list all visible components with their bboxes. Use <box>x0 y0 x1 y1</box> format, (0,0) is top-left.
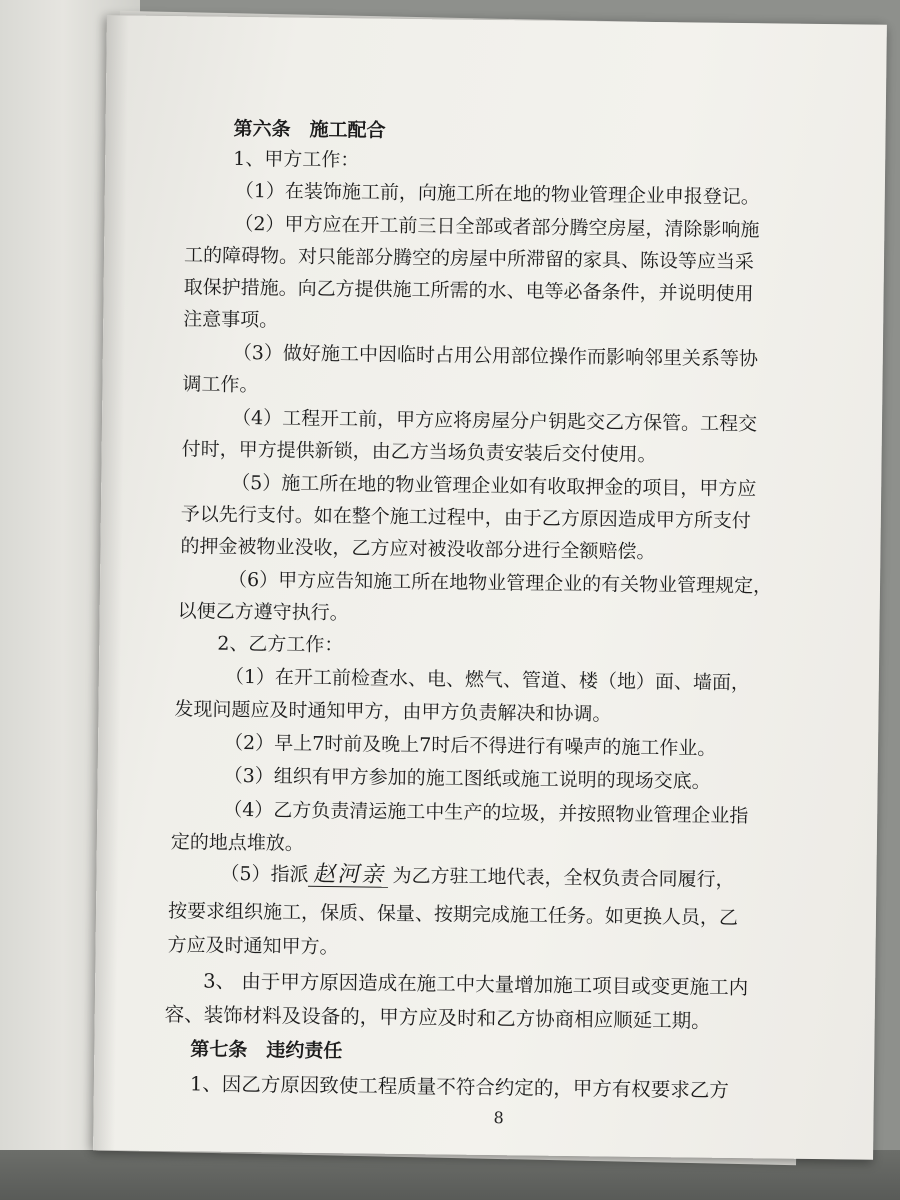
text-line: （3）做好施工中因临时占用公用部位操作而影响邻里关系等协 <box>232 341 759 371</box>
page-number: 8 <box>493 1108 504 1128</box>
text-line: 取保护措施。向乙方提供施工所需的水、电等必备条件，并说明使用 <box>183 276 754 306</box>
article-6-heading: 第六条 施工配合 <box>233 117 386 142</box>
handwritten-signature: 赵河亲 <box>308 864 393 888</box>
text-line: 予以先行支付。如在整个施工过程中，由于乙方原因造成甲方所支付 <box>180 503 751 533</box>
text-line: 的押金被物业没收，乙方应对被没收部分进行全额赔偿。 <box>180 535 656 564</box>
text-line: （4）乙方负责清运施工中生产的垃圾，并按照物业管理企业指 <box>223 798 749 828</box>
text-line: 调工作。 <box>182 373 259 397</box>
text-line: 3、 由于甲方原因造成在施工中大量增加施工项目或变更施工内 <box>203 969 749 1000</box>
text-line: （4）工程开工前，甲方应将房屋分户钥匙交乙方保管。工程交 <box>231 406 758 436</box>
party-b-work-heading: 2、乙方工作： <box>217 632 344 657</box>
text-line: （2）早上7时前及晚上7时后不得进行有噪声的施工作业。 <box>223 731 717 760</box>
text-line: （1）在装饰施工前，向施工所在地的物业管理企业申报登记。 <box>234 179 761 209</box>
delegate-suffix: 为乙方驻工地代表，全权负责合同履行， <box>392 864 735 892</box>
article-7-heading: 第七条 违约责任 <box>190 1038 343 1063</box>
text-line: 发现问题应及时通知甲方，由甲方负责解决和协调。 <box>174 698 612 726</box>
text-line: 工的障碍物。对只能部分腾空的房屋中所滞留的家具、陈设等应当采 <box>183 244 755 274</box>
text-line: （5）施工所在地的物业管理企业如有收取押金的项目，甲方应 <box>231 471 757 501</box>
text-line: 容、装饰材料及设备的，甲方应及时和乙方协商相应顺延工期。 <box>164 1003 711 1033</box>
delegate-prefix: （5）指派 <box>220 862 309 886</box>
text-line: 注意事项。 <box>183 308 279 332</box>
text-line: （2）甲方应在开工前三日全部或者部分腾空房屋，清除影响施 <box>234 212 760 242</box>
text-line: 以便乙方遵守执行。 <box>177 600 349 625</box>
text-line: （6）甲方应告知施工所在地物业管理企业的有关物业管理规定， <box>227 568 773 598</box>
text-line: 付时，甲方提供新锁，由乙方当场负责安装后交付使用。 <box>181 438 657 467</box>
party-a-work-heading: 1、甲方工作： <box>233 147 360 172</box>
text-line: 1、因乙方原因致使工程质量不符合约定的，甲方有权要求乙方 <box>189 1072 729 1102</box>
text-line: 定的地点堆放。 <box>170 831 305 855</box>
text-line: 方应及时通知甲方。 <box>167 934 339 959</box>
text-line: 按要求组织施工，保质、保量、按期完成施工任务。如更换人员，乙 <box>167 900 739 930</box>
text-line: （3）组织有甲方参加的施工图纸或施工说明的现场交底。 <box>223 764 711 793</box>
text-line: （1）在开工前检查水、电、燃气、管道、楼（地）面、墙面， <box>224 665 751 695</box>
document-page <box>93 15 887 1159</box>
delegate-line <box>220 863 734 892</box>
